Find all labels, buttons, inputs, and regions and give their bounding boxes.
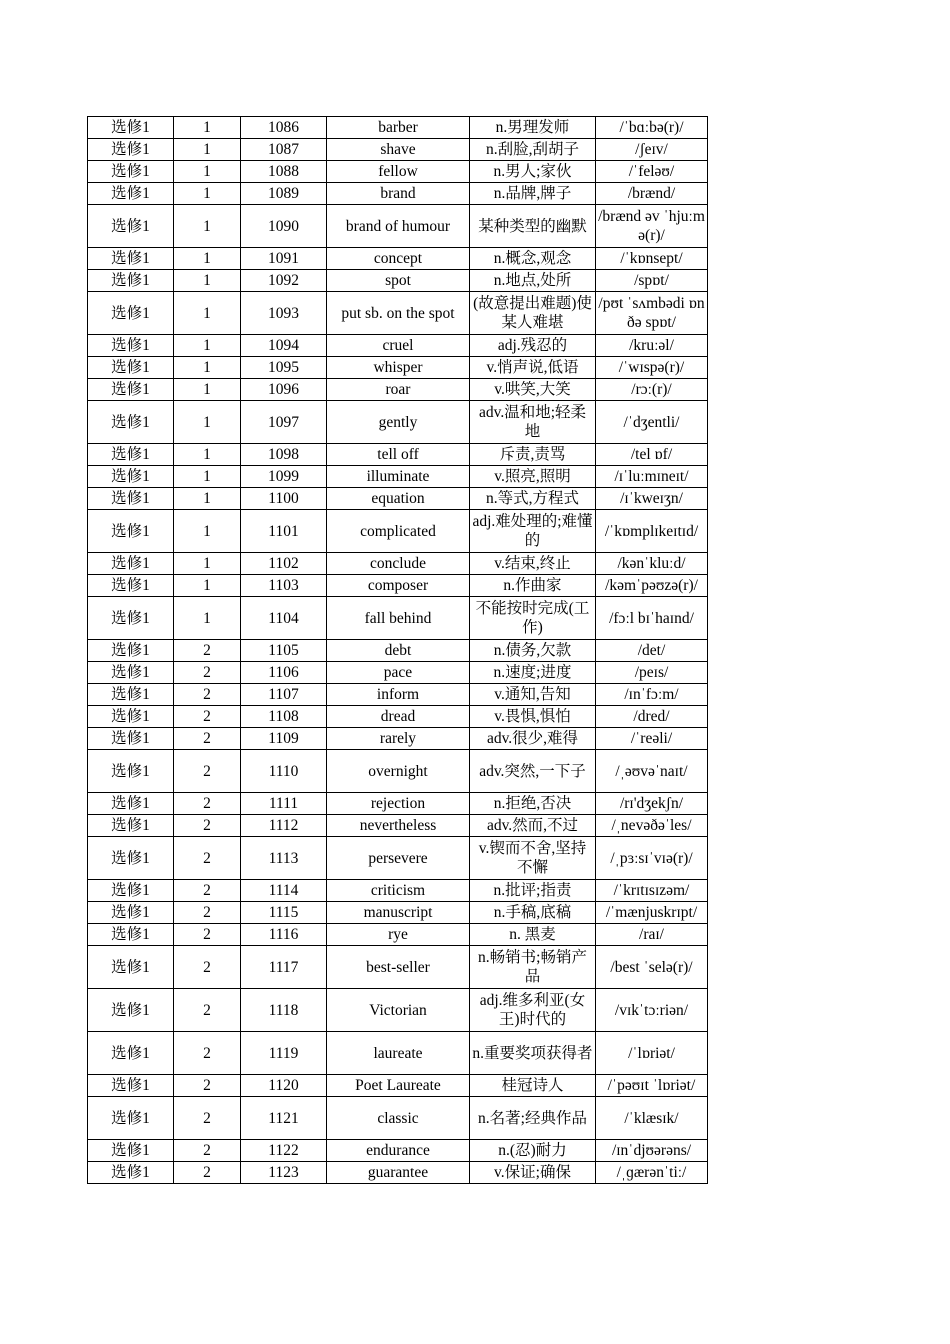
word-cell: persevere (327, 837, 470, 880)
meaning-cell: n.品牌,牌子 (470, 183, 596, 205)
index-cell: 1102 (241, 553, 327, 575)
meaning-cell: n.男理发师 (470, 117, 596, 139)
unit-cell: 1 (174, 205, 241, 248)
table-row (88, 662, 708, 684)
book-cell: 选修1 (88, 902, 174, 924)
word-cell: barber (327, 117, 470, 139)
word-cell: best-seller (327, 946, 470, 989)
table-row (88, 924, 708, 946)
phonetic-cell: /ˌpɜːsɪˈvɪə(r)/ (596, 837, 708, 880)
book-cell: 选修1 (88, 444, 174, 466)
index-cell: 1087 (241, 139, 327, 161)
book-cell: 选修1 (88, 662, 174, 684)
vocabulary-table (87, 116, 708, 1184)
word-cell: rye (327, 924, 470, 946)
book-cell: 选修1 (88, 357, 174, 379)
word-cell: whisper (327, 357, 470, 379)
unit-cell: 1 (174, 401, 241, 444)
word-cell: tell off (327, 444, 470, 466)
book-cell: 选修1 (88, 924, 174, 946)
word-cell: illuminate (327, 466, 470, 488)
word-cell: fall behind (327, 597, 470, 640)
unit-cell: 2 (174, 1140, 241, 1162)
meaning-cell: adj.维多利亚(女王)时代的 (470, 989, 596, 1032)
phonetic-cell: /ˌɡærənˈtiː/ (596, 1162, 708, 1184)
index-cell: 1101 (241, 510, 327, 553)
table-row (88, 1140, 708, 1162)
phonetic-cell: /ˈpəʊɪt ˈlɒriət/ (596, 1075, 708, 1097)
unit-cell: 1 (174, 379, 241, 401)
unit-cell: 2 (174, 706, 241, 728)
meaning-cell: adv.然而,不过 (470, 815, 596, 837)
word-cell: criticism (327, 880, 470, 902)
word-cell: dread (327, 706, 470, 728)
table-row (88, 117, 708, 139)
meaning-cell: n.刮脸,刮胡子 (470, 139, 596, 161)
phonetic-cell: /ˌnevəðəˈles/ (596, 815, 708, 837)
unit-cell: 1 (174, 161, 241, 183)
word-cell: roar (327, 379, 470, 401)
phonetic-cell: /peɪs/ (596, 662, 708, 684)
table-row (88, 1097, 708, 1140)
meaning-cell: adj.残忍的 (470, 335, 596, 357)
phonetic-cell: /ˈkɒmplɪkeɪtɪd/ (596, 510, 708, 553)
book-cell: 选修1 (88, 292, 174, 335)
index-cell: 1092 (241, 270, 327, 292)
unit-cell: 2 (174, 1097, 241, 1140)
unit-cell: 2 (174, 924, 241, 946)
index-cell: 1122 (241, 1140, 327, 1162)
unit-cell: 1 (174, 335, 241, 357)
meaning-cell: v.哄笑,大笑 (470, 379, 596, 401)
table-row (88, 139, 708, 161)
word-cell: shave (327, 139, 470, 161)
index-cell: 1095 (241, 357, 327, 379)
word-cell: classic (327, 1097, 470, 1140)
word-cell: laureate (327, 1032, 470, 1075)
book-cell: 选修1 (88, 466, 174, 488)
meaning-cell: n.概念,观念 (470, 248, 596, 270)
meaning-cell: 斥责,责骂 (470, 444, 596, 466)
table-row (88, 335, 708, 357)
meaning-cell: v.保证;确保 (470, 1162, 596, 1184)
book-cell: 选修1 (88, 553, 174, 575)
table-row (88, 466, 708, 488)
word-cell: Victorian (327, 989, 470, 1032)
book-cell: 选修1 (88, 815, 174, 837)
word-cell: fellow (327, 161, 470, 183)
book-cell: 选修1 (88, 488, 174, 510)
unit-cell: 2 (174, 684, 241, 706)
table-row (88, 292, 708, 335)
meaning-cell: n. 黑麦 (470, 924, 596, 946)
index-cell: 1114 (241, 880, 327, 902)
unit-cell: 1 (174, 139, 241, 161)
phonetic-cell: /kəmˈpəʊzə(r)/ (596, 575, 708, 597)
unit-cell: 1 (174, 117, 241, 139)
vocabulary-table-body (88, 117, 708, 1184)
unit-cell: 1 (174, 248, 241, 270)
unit-cell: 1 (174, 357, 241, 379)
book-cell: 选修1 (88, 183, 174, 205)
meaning-cell: n.(忍)耐力 (470, 1140, 596, 1162)
index-cell: 1094 (241, 335, 327, 357)
meaning-cell: n.畅销书;畅销产品 (470, 946, 596, 989)
book-cell: 选修1 (88, 1075, 174, 1097)
book-cell: 选修1 (88, 989, 174, 1032)
book-cell: 选修1 (88, 379, 174, 401)
index-cell: 1118 (241, 989, 327, 1032)
phonetic-cell: /ˈbɑːbə(r)/ (596, 117, 708, 139)
index-cell: 1106 (241, 662, 327, 684)
phonetic-cell: /ɪnˈfɔːm/ (596, 684, 708, 706)
meaning-cell: (故意提出难题)使某人难堪 (470, 292, 596, 335)
word-cell: rarely (327, 728, 470, 750)
unit-cell: 2 (174, 902, 241, 924)
book-cell: 选修1 (88, 1097, 174, 1140)
meaning-cell: 某种类型的幽默 (470, 205, 596, 248)
table-row (88, 1075, 708, 1097)
index-cell: 1109 (241, 728, 327, 750)
word-cell: brand of humour (327, 205, 470, 248)
unit-cell: 2 (174, 946, 241, 989)
table-row (88, 575, 708, 597)
meaning-cell: n.重要奖项获得者 (470, 1032, 596, 1075)
unit-cell: 2 (174, 1032, 241, 1075)
meaning-cell: adj.难处理的;难懂的 (470, 510, 596, 553)
book-cell: 选修1 (88, 1140, 174, 1162)
table-row (88, 357, 708, 379)
phonetic-cell: /ˈkrɪtɪsɪzəm/ (596, 880, 708, 902)
index-cell: 1113 (241, 837, 327, 880)
book-cell: 选修1 (88, 750, 174, 793)
word-cell: guarantee (327, 1162, 470, 1184)
phonetic-cell: /ˌəʊvəˈnaɪt/ (596, 750, 708, 793)
index-cell: 1104 (241, 597, 327, 640)
phonetic-cell: /fɔːl bɪˈhaɪnd/ (596, 597, 708, 640)
phonetic-cell: /brænd/ (596, 183, 708, 205)
table-row (88, 728, 708, 750)
book-cell: 选修1 (88, 597, 174, 640)
meaning-cell: v.锲而不舍,坚持不懈 (470, 837, 596, 880)
phonetic-cell: /ˈmænjuskrɪpt/ (596, 902, 708, 924)
index-cell: 1105 (241, 640, 327, 662)
table-row (88, 684, 708, 706)
unit-cell: 2 (174, 728, 241, 750)
table-row (88, 815, 708, 837)
unit-cell: 2 (174, 880, 241, 902)
phonetic-cell: /best ˈselə(r)/ (596, 946, 708, 989)
book-cell: 选修1 (88, 684, 174, 706)
book-cell: 选修1 (88, 248, 174, 270)
table-row (88, 597, 708, 640)
word-cell: gently (327, 401, 470, 444)
unit-cell: 2 (174, 793, 241, 815)
index-cell: 1099 (241, 466, 327, 488)
book-cell: 选修1 (88, 946, 174, 989)
phonetic-cell: /dred/ (596, 706, 708, 728)
table-row (88, 989, 708, 1032)
book-cell: 选修1 (88, 117, 174, 139)
word-cell: nevertheless (327, 815, 470, 837)
phonetic-cell: /rɪ'dʒekʃn/ (596, 793, 708, 815)
word-cell: composer (327, 575, 470, 597)
book-cell: 选修1 (88, 1032, 174, 1075)
phonetic-cell: /ˈwɪspə(r)/ (596, 357, 708, 379)
meaning-cell: n.男人;家伙 (470, 161, 596, 183)
index-cell: 1112 (241, 815, 327, 837)
index-cell: 1088 (241, 161, 327, 183)
table-row (88, 902, 708, 924)
phonetic-cell: /ˈkɒnsept/ (596, 248, 708, 270)
index-cell: 1110 (241, 750, 327, 793)
meaning-cell: n.手稿,底稿 (470, 902, 596, 924)
phonetic-cell: /vɪkˈtɔːriən/ (596, 989, 708, 1032)
unit-cell: 1 (174, 488, 241, 510)
table-row (88, 444, 708, 466)
unit-cell: 1 (174, 466, 241, 488)
unit-cell: 2 (174, 750, 241, 793)
book-cell: 选修1 (88, 205, 174, 248)
book-cell: 选修1 (88, 880, 174, 902)
word-cell: conclude (327, 553, 470, 575)
meaning-cell: n.拒绝,否决 (470, 793, 596, 815)
unit-cell: 1 (174, 183, 241, 205)
phonetic-cell: /ʃeɪv/ (596, 139, 708, 161)
meaning-cell: n.批评;指责 (470, 880, 596, 902)
phonetic-cell: /brænd əv ˈhjuːmə(r)/ (596, 205, 708, 248)
book-cell: 选修1 (88, 793, 174, 815)
index-cell: 1098 (241, 444, 327, 466)
unit-cell: 1 (174, 292, 241, 335)
meaning-cell: v.通知,告知 (470, 684, 596, 706)
table-row (88, 270, 708, 292)
meaning-cell: v.悄声说,低语 (470, 357, 596, 379)
table-row (88, 401, 708, 444)
meaning-cell: adv.突然,一下子 (470, 750, 596, 793)
meaning-cell: v.畏惧,惧怕 (470, 706, 596, 728)
phonetic-cell: /ɪnˈdjʊərəns/ (596, 1140, 708, 1162)
phonetic-cell: /ɪˈluːmɪneɪt/ (596, 466, 708, 488)
table-row (88, 837, 708, 880)
phonetic-cell: /kənˈkluːd/ (596, 553, 708, 575)
phonetic-cell: /pʊt ˈsʌmbədi ɒn ðə spɒt/ (596, 292, 708, 335)
index-cell: 1111 (241, 793, 327, 815)
unit-cell: 2 (174, 662, 241, 684)
word-cell: debt (327, 640, 470, 662)
phonetic-cell: /ˈdʒentli/ (596, 401, 708, 444)
book-cell: 选修1 (88, 401, 174, 444)
phonetic-cell: /rɔː(r)/ (596, 379, 708, 401)
word-cell: inform (327, 684, 470, 706)
unit-cell: 1 (174, 270, 241, 292)
word-cell: spot (327, 270, 470, 292)
word-cell: Poet Laureate (327, 1075, 470, 1097)
table-row (88, 183, 708, 205)
index-cell: 1093 (241, 292, 327, 335)
meaning-cell: n.作曲家 (470, 575, 596, 597)
word-cell: manuscript (327, 902, 470, 924)
unit-cell: 1 (174, 553, 241, 575)
table-row (88, 248, 708, 270)
index-cell: 1096 (241, 379, 327, 401)
table-row (88, 793, 708, 815)
phonetic-cell: /ˈfeləʊ/ (596, 161, 708, 183)
book-cell: 选修1 (88, 837, 174, 880)
index-cell: 1123 (241, 1162, 327, 1184)
phonetic-cell: /det/ (596, 640, 708, 662)
unit-cell: 1 (174, 444, 241, 466)
meaning-cell: n.速度;进度 (470, 662, 596, 684)
index-cell: 1086 (241, 117, 327, 139)
meaning-cell: adv.温和地;轻柔地 (470, 401, 596, 444)
word-cell: brand (327, 183, 470, 205)
book-cell: 选修1 (88, 270, 174, 292)
word-cell: pace (327, 662, 470, 684)
index-cell: 1120 (241, 1075, 327, 1097)
unit-cell: 2 (174, 1075, 241, 1097)
index-cell: 1091 (241, 248, 327, 270)
table-row (88, 488, 708, 510)
book-cell: 选修1 (88, 161, 174, 183)
word-cell: complicated (327, 510, 470, 553)
word-cell: put sb. on the spot (327, 292, 470, 335)
index-cell: 1100 (241, 488, 327, 510)
meaning-cell: v.结束,终止 (470, 553, 596, 575)
meaning-cell: adv.很少,难得 (470, 728, 596, 750)
meaning-cell: 不能按时完成(工作) (470, 597, 596, 640)
meaning-cell: n.债务,欠款 (470, 640, 596, 662)
index-cell: 1116 (241, 924, 327, 946)
book-cell: 选修1 (88, 139, 174, 161)
phonetic-cell: /tel ɒf/ (596, 444, 708, 466)
unit-cell: 2 (174, 989, 241, 1032)
book-cell: 选修1 (88, 510, 174, 553)
index-cell: 1121 (241, 1097, 327, 1140)
unit-cell: 1 (174, 510, 241, 553)
index-cell: 1115 (241, 902, 327, 924)
book-cell: 选修1 (88, 640, 174, 662)
table-row (88, 880, 708, 902)
table-row (88, 1162, 708, 1184)
table-row (88, 750, 708, 793)
table-row (88, 379, 708, 401)
word-cell: concept (327, 248, 470, 270)
phonetic-cell: /ˈreəli/ (596, 728, 708, 750)
table-row (88, 205, 708, 248)
word-cell: rejection (327, 793, 470, 815)
book-cell: 选修1 (88, 1162, 174, 1184)
unit-cell: 1 (174, 575, 241, 597)
meaning-cell: 桂冠诗人 (470, 1075, 596, 1097)
table-row (88, 553, 708, 575)
phonetic-cell: /kruːəl/ (596, 335, 708, 357)
table-row (88, 1032, 708, 1075)
phonetic-cell: /raɪ/ (596, 924, 708, 946)
meaning-cell: n.名著;经典作品 (470, 1097, 596, 1140)
meaning-cell: v.照亮,照明 (470, 466, 596, 488)
index-cell: 1090 (241, 205, 327, 248)
index-cell: 1107 (241, 684, 327, 706)
index-cell: 1103 (241, 575, 327, 597)
index-cell: 1089 (241, 183, 327, 205)
book-cell: 选修1 (88, 728, 174, 750)
unit-cell: 2 (174, 1162, 241, 1184)
meaning-cell: n.等式,方程式 (470, 488, 596, 510)
book-cell: 选修1 (88, 575, 174, 597)
unit-cell: 1 (174, 597, 241, 640)
phonetic-cell: /ˈlɒriət/ (596, 1032, 708, 1075)
table-row (88, 946, 708, 989)
word-cell: endurance (327, 1140, 470, 1162)
index-cell: 1097 (241, 401, 327, 444)
unit-cell: 2 (174, 815, 241, 837)
phonetic-cell: /ɪˈkweɪʒn/ (596, 488, 708, 510)
phonetic-cell: /spɒt/ (596, 270, 708, 292)
unit-cell: 2 (174, 640, 241, 662)
book-cell: 选修1 (88, 335, 174, 357)
table-row (88, 706, 708, 728)
word-cell: cruel (327, 335, 470, 357)
word-cell: equation (327, 488, 470, 510)
table-row (88, 640, 708, 662)
index-cell: 1117 (241, 946, 327, 989)
word-cell: overnight (327, 750, 470, 793)
book-cell: 选修1 (88, 706, 174, 728)
phonetic-cell: /ˈklæsɪk/ (596, 1097, 708, 1140)
table-row (88, 510, 708, 553)
index-cell: 1119 (241, 1032, 327, 1075)
meaning-cell: n.地点,处所 (470, 270, 596, 292)
unit-cell: 2 (174, 837, 241, 880)
index-cell: 1108 (241, 706, 327, 728)
table-row (88, 161, 708, 183)
